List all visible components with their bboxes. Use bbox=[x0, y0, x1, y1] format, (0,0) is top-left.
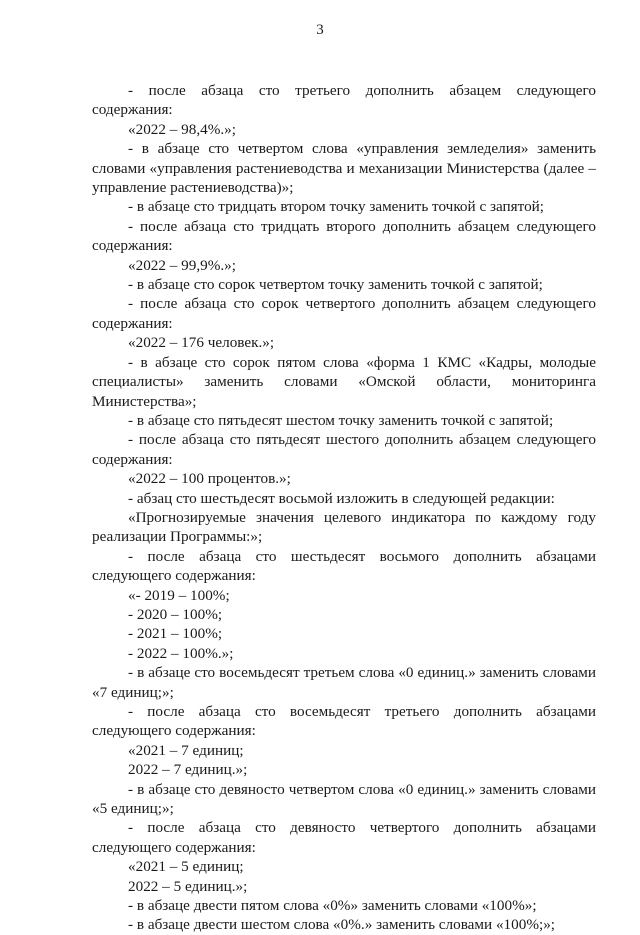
paragraph: - в абзаце сто сорок пятом слова «форма 1 КМС «Кадры, молодые специалисты» заменить словами «Омской области, мониторинга Министерства»; bbox=[92, 353, 596, 410]
document-body bbox=[92, 81, 596, 935]
paragraph: «2022 – 99,9%.»; bbox=[128, 256, 236, 274]
paragraph: - после абзаца сто третьего дополнить абзацем следующего содержания: bbox=[92, 82, 596, 119]
paragraph: - после абзаца сто сорок четвертого дополнить абзацем следующего содержания: bbox=[92, 295, 596, 332]
paragraph: - после абзаца сто тридцать второго дополнить абзацем следующего содержания: bbox=[92, 217, 596, 255]
paragraph: - 2020 – 100%; bbox=[128, 605, 223, 623]
paragraph: - в абзаце сто восемьдесят третьем слова «0 единиц.» заменить словами «7 единиц;»; bbox=[92, 664, 596, 701]
paragraph: «2021 – 7 единиц; bbox=[128, 741, 244, 759]
paragraph: - в абзаце сто пятьдесят шестом точку заменить точкой с запятой; bbox=[128, 411, 554, 429]
paragraph: «2022 – 98,4%.»; bbox=[128, 120, 236, 138]
paragraph: - в абзаце сто девяносто четвертом слова «0 единиц.» заменить словами «5 единиц;»; bbox=[92, 780, 596, 818]
page-number: 3 bbox=[316, 22, 324, 38]
paragraph: - в абзаце сто сорок четвертом точку заменить точкой с запятой; bbox=[128, 276, 543, 294]
paragraph: - абзац сто шестьдесят восьмой изложить в следующей редакции: bbox=[128, 489, 555, 507]
paragraph: 2022 – 5 единиц.»; bbox=[128, 877, 248, 895]
paragraph: - 2022 – 100%.»; bbox=[128, 644, 234, 662]
paragraph: - в абзаце двести пятом слова «0%» заменить словами «100%»; bbox=[128, 897, 537, 915]
paragraph: - после абзаца сто шестьдесят восьмого дополнить абзацами следующего содержания: bbox=[92, 547, 596, 585]
paragraph: - в абзаце сто тридцать втором точку заменить точкой с запятой; bbox=[128, 198, 545, 216]
paragraph: - после абзаца сто девяносто четвертого дополнить абзацами следующего содержания: bbox=[92, 819, 596, 856]
paragraph: - в абзаце сто четвертом слова «управления земледелия» заменить словами «управления растениеводства и механизации Министерства (далее – управление растениеводства)»; bbox=[92, 140, 596, 197]
paragraph: - после абзаца сто пятьдесят шестого дополнить абзацем следующего содержания: bbox=[92, 431, 596, 468]
paragraph: «2022 – 176 человек.»; bbox=[128, 334, 275, 352]
paragraph: - после абзаца сто восемьдесят третьего дополнить абзацами следующего содержания: bbox=[92, 703, 596, 740]
paragraph: «2022 – 100 процентов.»; bbox=[128, 470, 291, 488]
paragraph: «2021 – 5 единиц; bbox=[128, 858, 244, 876]
paragraph: «- 2019 – 100%; bbox=[128, 586, 230, 604]
paragraph: - 2021 – 100%; bbox=[128, 625, 223, 643]
paragraph: 2022 – 7 единиц.»; bbox=[128, 761, 248, 779]
paragraph: «Прогнозируемые значения целевого индикатора по каждому году реализации Программы:»; bbox=[92, 508, 596, 546]
paragraph: - в абзаце двести шестом слова «0%.» заменить словами «100%;»; bbox=[128, 916, 556, 934]
